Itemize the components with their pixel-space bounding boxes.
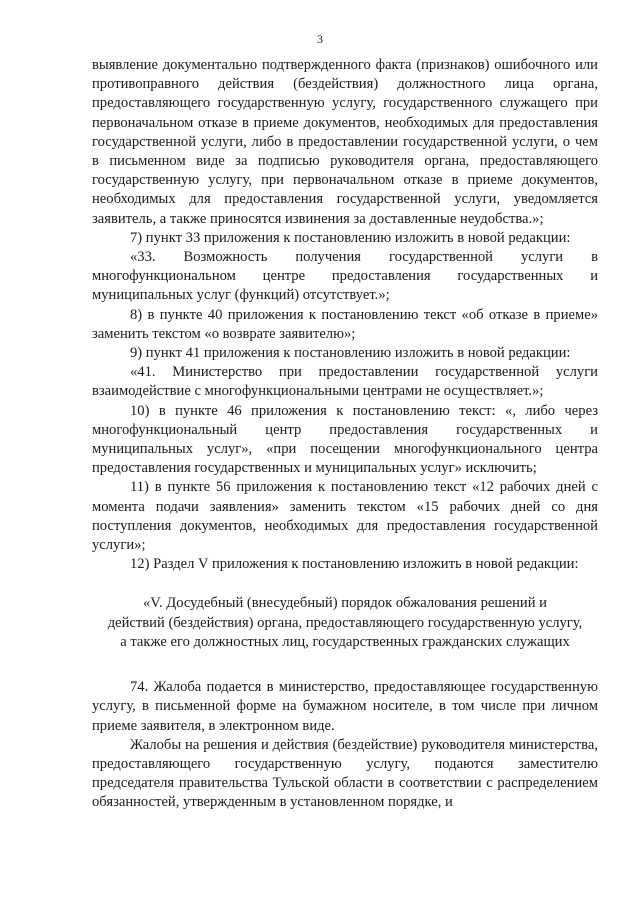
- paragraph-clause-33: «33. Возможность получения государственной услуги в многофункциональном центре предоставления государственных и муниципальных услуг (функций) отсутствует.»;: [92, 249, 598, 304]
- paragraph-complaints: Жалобы на решения и действия (бездействие) руководителя министерства, предоставляющего государственную услугу, подаются заместителю председателя правительства Тульской области в соответствии с распределением обязанностей, утвержденным в установленном порядке, и: [92, 736, 598, 811]
- paragraph-continuation: выявление документально подтвержденного факта (признаков) ошибочного или противоправного действия (бездействия) должностного лица органа, предоставляющего государственную услугу, государственного служащего при первоначальном отказе в приеме документов, необходимых для предоставления государственной услуги, либо в предоставлении государственной услуги, о чем в письменном виде за подписью руководителя органа, предоставляющего государственную услугу, при первоначальном отказе в приеме документов, необходимых для предоставления государственной услуги, уведомляется заявитель, а также приносятся извинения за доставленные неудобства.»;: [92, 57, 598, 227]
- section-heading-line: а также его должностных лиц, государственных гражданских служащих: [120, 633, 570, 650]
- paragraph-item-8: 8) в пункте 40 приложения к постановлению текст «об отказе в приеме» заменить текстом «о возврате заявителю»;: [92, 306, 598, 342]
- paragraph-item-12: 12) Раздел V приложения к постановлению изложить в новой редакции:: [130, 556, 579, 573]
- paragraph-item-10: 10) в пункте 46 приложения к постановлению текст: «, либо через многофункциональный центр предоставления государственных и муниципальных услуг», «при посещении многофункционального центра предоставления государственных и муниципальных услуг» исключить;: [92, 402, 598, 477]
- section-heading-line: «V. Досудебный (внесудебный) порядок обжалования решений и: [143, 595, 547, 612]
- section-heading-line: действий (бездействия) органа, предоставляющего государственную услугу,: [107, 614, 583, 631]
- paragraph-item-7: 7) пункт 33 приложения к постановлению изложить в новой редакции:: [130, 229, 571, 246]
- paragraph-item-9: 9) пункт 41 приложения к постановлению изложить в новой редакции:: [130, 345, 571, 362]
- paragraph-clause-41: «41. Министерство при предоставлении государственной услуги взаимодействие с многофункциональными центрами не осуществляет.»;: [92, 364, 598, 400]
- paragraph-clause-74: 74. Жалоба подается в министерство, предоставляющее государственную услугу, в письменной форме на бумажном носителе, в том числе при личном приеме заявителя, в электронном виде.: [92, 679, 598, 734]
- paragraph-item-11: 11) в пункте 56 приложения к постановлению текст «12 рабочих дней с момента подачи заявления» заменить текстом «15 рабочих дней со дня поступления документов, необходимых для предоставления государственной услуги»;: [92, 479, 598, 554]
- page-number: 3: [317, 32, 323, 46]
- section-heading: [92, 594, 598, 652]
- document-body: [92, 56, 598, 813]
